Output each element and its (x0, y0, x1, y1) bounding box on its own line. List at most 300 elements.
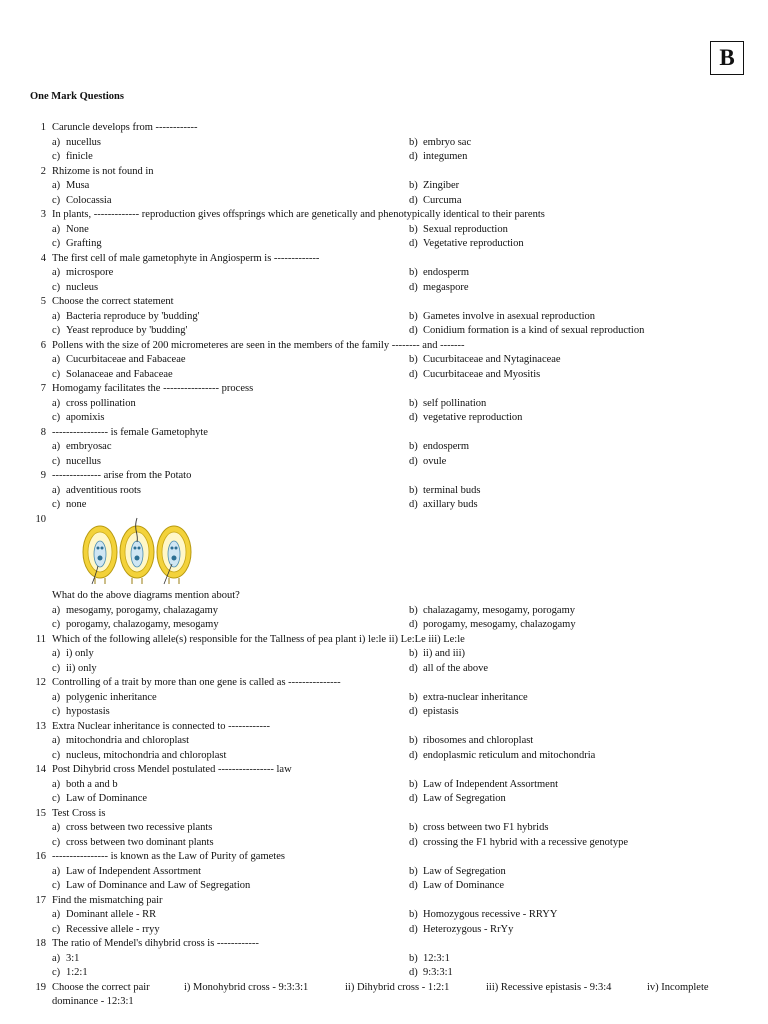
option-letter: b) (409, 223, 418, 235)
option-text: endosperm (423, 441, 470, 452)
option-text: Colocassia (66, 194, 112, 206)
option-text: cross between two recessive plants (66, 822, 213, 833)
option-text: Yeast reproduce by 'budding' (66, 325, 188, 336)
option-letter: a) (52, 952, 61, 964)
answer-option (409, 778, 558, 793)
answer-option (52, 411, 105, 426)
option-row (0, 749, 768, 764)
question-text: Post Dihybrid cross Mendel postulated ---------------- law (52, 764, 292, 775)
answer-option (409, 618, 576, 633)
option-letter: c) (52, 923, 61, 935)
option-text: Law of Dominance (66, 793, 148, 804)
option-letter: a) (52, 310, 61, 322)
question-number: 16 (35, 851, 46, 862)
option-text: Homozygous recessive - RRYY (423, 909, 558, 920)
question-item (0, 633, 768, 677)
series-letter: B (719, 45, 735, 70)
option-letter: d) (409, 619, 418, 630)
option-letter: b) (409, 822, 418, 833)
answer-option (409, 136, 471, 151)
question-text: What do the above diagrams mention about? (52, 590, 240, 601)
option-text: crossing the F1 hybrid with a recessive genotype (423, 836, 628, 848)
option-letter: a) (52, 778, 61, 790)
answer-option (52, 604, 218, 619)
answer-option (52, 618, 219, 633)
answer-option (409, 836, 628, 851)
question-text: In plants, ------------- reproduction gives offsprings which are genetically and phenotypically identical to their parents (52, 209, 545, 220)
option-row (0, 865, 768, 880)
option-text: megaspore (423, 281, 469, 293)
answer-option (52, 879, 250, 894)
option-text: hypostasis (66, 706, 110, 717)
option-text: porogamy, chalazogamy, mesogamy (66, 619, 219, 630)
option-text: mesogamy, porogamy, chalazagamy (66, 604, 218, 616)
answer-option (409, 223, 508, 238)
question-number: 17 (35, 894, 46, 906)
answer-option (409, 821, 548, 836)
answer-option (52, 705, 110, 720)
option-letter: a) (52, 691, 61, 703)
question-text: ---------------- is female Gametophyte (52, 426, 208, 438)
option-row (0, 662, 768, 677)
answer-option (52, 194, 112, 209)
answer-option (409, 324, 644, 339)
option-row (0, 397, 768, 412)
option-text: nucleus, mitochondria and chloroplast (66, 749, 227, 761)
question-line (0, 382, 768, 397)
option-row (0, 821, 768, 836)
answer-option (52, 778, 118, 793)
answer-option (409, 368, 540, 383)
answer-option (409, 879, 504, 894)
option-letter: b) (409, 604, 418, 616)
option-text: 3:1 (66, 952, 80, 964)
option-letter: a) (52, 604, 61, 616)
option-letter: a) (52, 267, 61, 278)
option-letter: a) (52, 484, 61, 496)
question-item (0, 676, 768, 720)
answer-option (52, 397, 136, 412)
answer-option (409, 966, 453, 981)
option-letter: a) (52, 180, 61, 191)
option-letter: a) (52, 441, 61, 452)
option-letter: a) (52, 822, 61, 833)
answer-option (409, 455, 446, 470)
option-letter: b) (409, 648, 418, 659)
question-item (0, 763, 768, 807)
question-item (0, 295, 768, 339)
question-line (0, 165, 768, 180)
option-row (0, 411, 768, 426)
answer-option (52, 821, 212, 836)
option-text: embryosac (66, 441, 112, 452)
question-text: The ratio of Mendel's dihybrid cross is ------------ (52, 938, 259, 949)
option-text: porogamy, mesogamy, chalazogamy (423, 619, 576, 630)
answer-option (409, 662, 488, 677)
question-item (0, 426, 768, 470)
option-text: Vegetative reproduction (423, 238, 524, 249)
option-text: ovule (423, 455, 447, 467)
match-pair-item: iii) Recessive epistasis - 9:3:4 (486, 981, 612, 993)
question-text: -------------- arise from the Potato (52, 470, 192, 481)
question-number: 3 (40, 209, 46, 220)
option-letter: c) (52, 499, 61, 510)
option-row (0, 324, 768, 339)
option-row (0, 223, 768, 238)
question-number: 2 (40, 165, 46, 177)
ovule-drawing-3 (157, 526, 191, 584)
answer-option (52, 966, 88, 981)
answer-option (52, 952, 79, 967)
option-letter: d) (409, 281, 418, 293)
question-number: 10 (35, 513, 46, 525)
question-number: 4 (40, 252, 46, 264)
option-letter: c) (52, 412, 61, 423)
option-text: extra-nuclear inheritance (423, 691, 528, 703)
answer-option (409, 281, 468, 296)
question-line (0, 295, 768, 310)
option-letter: a) (52, 397, 61, 409)
option-text: ii) and iii) (423, 648, 465, 659)
question-item (0, 937, 768, 981)
answer-option (409, 908, 557, 923)
answer-option (52, 792, 147, 807)
answer-option (409, 266, 469, 281)
answer-option (409, 179, 459, 194)
option-letter: b) (409, 310, 418, 322)
option-row (0, 237, 768, 252)
option-letter: d) (409, 836, 418, 848)
option-letter: c) (52, 238, 61, 249)
question-text: Choose the correct statement (52, 296, 174, 307)
option-text: Heterozygous - RrYy (423, 923, 514, 935)
question-text: Which of the following allele(s) responsible for the Tallness of pea plant i) le:le ii) Le:Le iii) Le:le (52, 633, 465, 645)
question-text: Find the mismatching pair (52, 894, 163, 906)
option-row (0, 484, 768, 499)
option-letter: c) (52, 880, 61, 891)
question-item (0, 252, 768, 296)
option-text: terminal buds (423, 484, 481, 496)
answer-option (409, 749, 595, 764)
option-text: 12:3:1 (423, 952, 450, 964)
option-row (0, 368, 768, 383)
question-number: 6 (40, 339, 46, 351)
question-line (0, 894, 768, 909)
answer-option (409, 705, 459, 720)
question-line (0, 469, 768, 484)
question-number: 18 (35, 938, 46, 949)
option-text: Gametes involve in asexual reproduction (423, 310, 596, 322)
option-row (0, 194, 768, 209)
answer-option (52, 865, 201, 880)
question-text: Choose the correct pair (52, 981, 150, 993)
answer-option (409, 310, 595, 325)
question-line (0, 426, 768, 441)
option-letter: a) (52, 909, 61, 920)
option-letter: d) (409, 238, 418, 249)
option-letter: d) (409, 967, 418, 978)
answer-option (409, 952, 450, 967)
option-text: microspore (66, 267, 114, 278)
question-paper-series-box (710, 41, 744, 75)
option-text: 9:3:3:1 (423, 967, 453, 978)
answer-option (52, 749, 226, 764)
answer-option (409, 647, 465, 662)
option-row (0, 836, 768, 851)
question-item (0, 981, 768, 1010)
option-text: Cucurbitaceae and Myositis (423, 368, 541, 380)
answer-option (409, 353, 561, 368)
option-text: Zingiber (423, 180, 460, 191)
answer-option (52, 310, 200, 325)
answer-option (409, 604, 575, 619)
answer-option (52, 455, 101, 470)
option-row (0, 908, 768, 923)
question-number: 7 (40, 383, 46, 394)
option-text: polygenic inheritance (66, 691, 157, 703)
option-text: cross pollination (66, 397, 136, 409)
option-letter: a) (52, 648, 61, 659)
question-number: 12 (35, 677, 46, 688)
answer-option (409, 865, 506, 880)
question-line (0, 937, 768, 952)
option-text: Dominant allele - RR (66, 909, 157, 920)
question-number: 8 (40, 426, 46, 438)
option-letter: b) (409, 778, 418, 790)
question-item (0, 720, 768, 764)
option-text: Conidium formation is a kind of sexual reproduction (423, 325, 645, 336)
option-letter: c) (52, 662, 61, 674)
option-letter: b) (409, 136, 418, 148)
option-text: ii) only (66, 662, 97, 674)
option-text: Sexual reproduction (423, 223, 508, 235)
question-text: Controlling of a trait by more than one gene is called as --------------- (52, 677, 341, 688)
answer-option (52, 662, 97, 677)
option-text: Law of Independent Assortment (423, 778, 559, 790)
option-letter: d) (409, 194, 418, 206)
answer-option (409, 194, 462, 209)
answer-option (52, 647, 94, 662)
answer-option (52, 440, 111, 455)
option-row (0, 179, 768, 194)
option-letter: c) (52, 368, 61, 380)
option-letter: c) (52, 619, 61, 630)
option-letter: d) (409, 499, 418, 510)
option-row (0, 792, 768, 807)
option-letter: d) (409, 662, 418, 674)
option-letter: a) (52, 735, 61, 746)
option-text: embryo sac (423, 136, 472, 148)
option-row (0, 353, 768, 368)
question-item (0, 382, 768, 426)
option-row (0, 647, 768, 662)
answer-option (409, 498, 478, 513)
option-letter: b) (409, 865, 418, 877)
question-text: The first cell of male gametophyte in Angiosperm is ------------- (52, 252, 320, 264)
option-text: Solanaceae and Fabaceae (66, 368, 173, 380)
answer-option (52, 179, 89, 194)
question-item (0, 121, 768, 165)
answer-option (52, 237, 102, 252)
question-line (0, 807, 768, 822)
answer-option (409, 792, 506, 807)
option-row (0, 281, 768, 296)
match-pair-item: i) Monohybrid cross - 9:3:3:1 (184, 981, 309, 993)
question-text: Homogamy facilitates the ---------------- process (52, 383, 254, 394)
option-letter: b) (409, 354, 418, 365)
answer-option (52, 734, 189, 749)
answer-option (52, 266, 113, 281)
question-text-continuation: dominance - 12:3:1 (52, 996, 134, 1007)
option-letter: b) (409, 180, 418, 191)
question-line (0, 676, 768, 691)
question-line (0, 121, 768, 136)
question-line (0, 850, 768, 865)
question-number: 15 (35, 807, 46, 819)
option-row (0, 691, 768, 706)
option-text: endosperm (423, 267, 470, 278)
option-letter: c) (52, 325, 61, 336)
option-text: none (66, 499, 87, 510)
option-text: Law of Independent Assortment (66, 865, 202, 877)
option-text: i) only (66, 648, 94, 659)
question-list (0, 121, 768, 1010)
option-letter: d) (409, 455, 418, 467)
answer-option (409, 150, 467, 165)
option-letter: b) (409, 267, 418, 278)
question-text: Rhizome is not found in (52, 165, 154, 177)
option-text: Cucurbitaceae and Fabaceae (66, 354, 186, 365)
option-row (0, 966, 768, 981)
answer-option (409, 411, 522, 426)
option-row (0, 455, 768, 470)
option-letter: c) (52, 281, 61, 293)
option-text: Law of Dominance and Law of Segregation (66, 880, 251, 891)
question-line (0, 633, 768, 648)
answer-option (52, 136, 101, 151)
question-line (0, 981, 768, 996)
option-text: finicle (66, 151, 93, 162)
option-text: apomixis (66, 412, 105, 423)
option-text: chalazagamy, mesogamy, porogamy (423, 604, 575, 616)
option-letter: a) (52, 865, 61, 877)
option-text: Musa (66, 180, 90, 191)
question-item (0, 807, 768, 851)
option-text: Grafting (66, 238, 102, 249)
option-text: both a and b (66, 778, 118, 790)
ovule-diagram-svg (52, 514, 250, 589)
answer-option (52, 484, 141, 499)
question-item (0, 165, 768, 209)
answer-option (52, 498, 86, 513)
answer-option (409, 691, 528, 706)
pollination-diagram-figure (52, 514, 250, 589)
option-letter: a) (52, 354, 61, 365)
option-text: integumen (423, 151, 468, 162)
answer-option (52, 353, 186, 368)
answer-option (409, 237, 524, 252)
question-item (0, 469, 768, 513)
option-letter: b) (409, 691, 418, 703)
answer-option (409, 397, 486, 412)
option-letter: d) (409, 793, 418, 804)
option-text: endoplasmic reticulum and mitochondria (423, 749, 596, 761)
answer-option (52, 368, 173, 383)
option-row (0, 266, 768, 281)
answer-option (52, 150, 93, 165)
option-letter: c) (52, 455, 61, 467)
option-text: ribosomes and chloroplast (423, 735, 534, 746)
question-text: Caruncle develops from ------------ (52, 122, 198, 133)
option-row (0, 136, 768, 151)
question-line (0, 763, 768, 778)
option-letter: c) (52, 749, 61, 761)
answer-option (409, 923, 513, 938)
question-number: 11 (35, 633, 46, 645)
option-text: mitochondria and chloroplast (66, 735, 190, 746)
option-letter: b) (409, 441, 418, 452)
option-letter: c) (52, 151, 61, 162)
option-text: nucellus (66, 136, 101, 148)
question-line (0, 339, 768, 354)
answer-option (52, 281, 98, 296)
answer-option (52, 223, 89, 238)
question-item (0, 894, 768, 938)
option-row (0, 440, 768, 455)
answer-option (52, 691, 157, 706)
option-row (0, 879, 768, 894)
option-text: Law of Dominance (423, 880, 505, 891)
question-line (0, 252, 768, 267)
question-number: 19 (35, 981, 46, 993)
option-letter: b) (409, 735, 418, 746)
option-text: nucellus (66, 455, 101, 467)
option-text: Curcuma (423, 194, 462, 206)
option-row (0, 778, 768, 793)
option-row (0, 498, 768, 513)
answer-option (52, 836, 214, 851)
option-row (0, 734, 768, 749)
option-letter: c) (52, 793, 61, 804)
question-text: Pollens with the size of 200 micrometeres are seen in the members of the family -------- and ------- (52, 339, 465, 351)
option-letter: a) (52, 223, 61, 235)
option-text: vegetative reproduction (423, 412, 523, 423)
option-letter: c) (52, 836, 61, 848)
option-row (0, 150, 768, 165)
question-number: 14 (35, 764, 46, 775)
option-letter: c) (52, 967, 61, 978)
option-letter: d) (409, 412, 418, 423)
option-text: Recessive allele - rryy (66, 923, 160, 935)
option-letter: b) (409, 952, 418, 964)
option-text: 1:2:1 (66, 967, 88, 978)
option-text: nucleus (66, 281, 99, 293)
option-letter: c) (52, 194, 61, 206)
option-letter: b) (409, 909, 418, 920)
question-item (0, 339, 768, 383)
question-line (0, 208, 768, 223)
option-letter: d) (409, 151, 418, 162)
match-pair-item: ii) Dihybrid cross - 1:2:1 (345, 981, 450, 993)
option-letter: d) (409, 880, 418, 891)
option-letter: d) (409, 923, 418, 935)
option-letter: d) (409, 706, 418, 717)
option-text: Law of Segregation (423, 793, 506, 804)
option-letter: b) (409, 484, 418, 496)
question-number: 1 (40, 122, 46, 133)
option-text: cross between two F1 hybrids (423, 822, 549, 833)
option-text: self pollination (423, 397, 487, 409)
